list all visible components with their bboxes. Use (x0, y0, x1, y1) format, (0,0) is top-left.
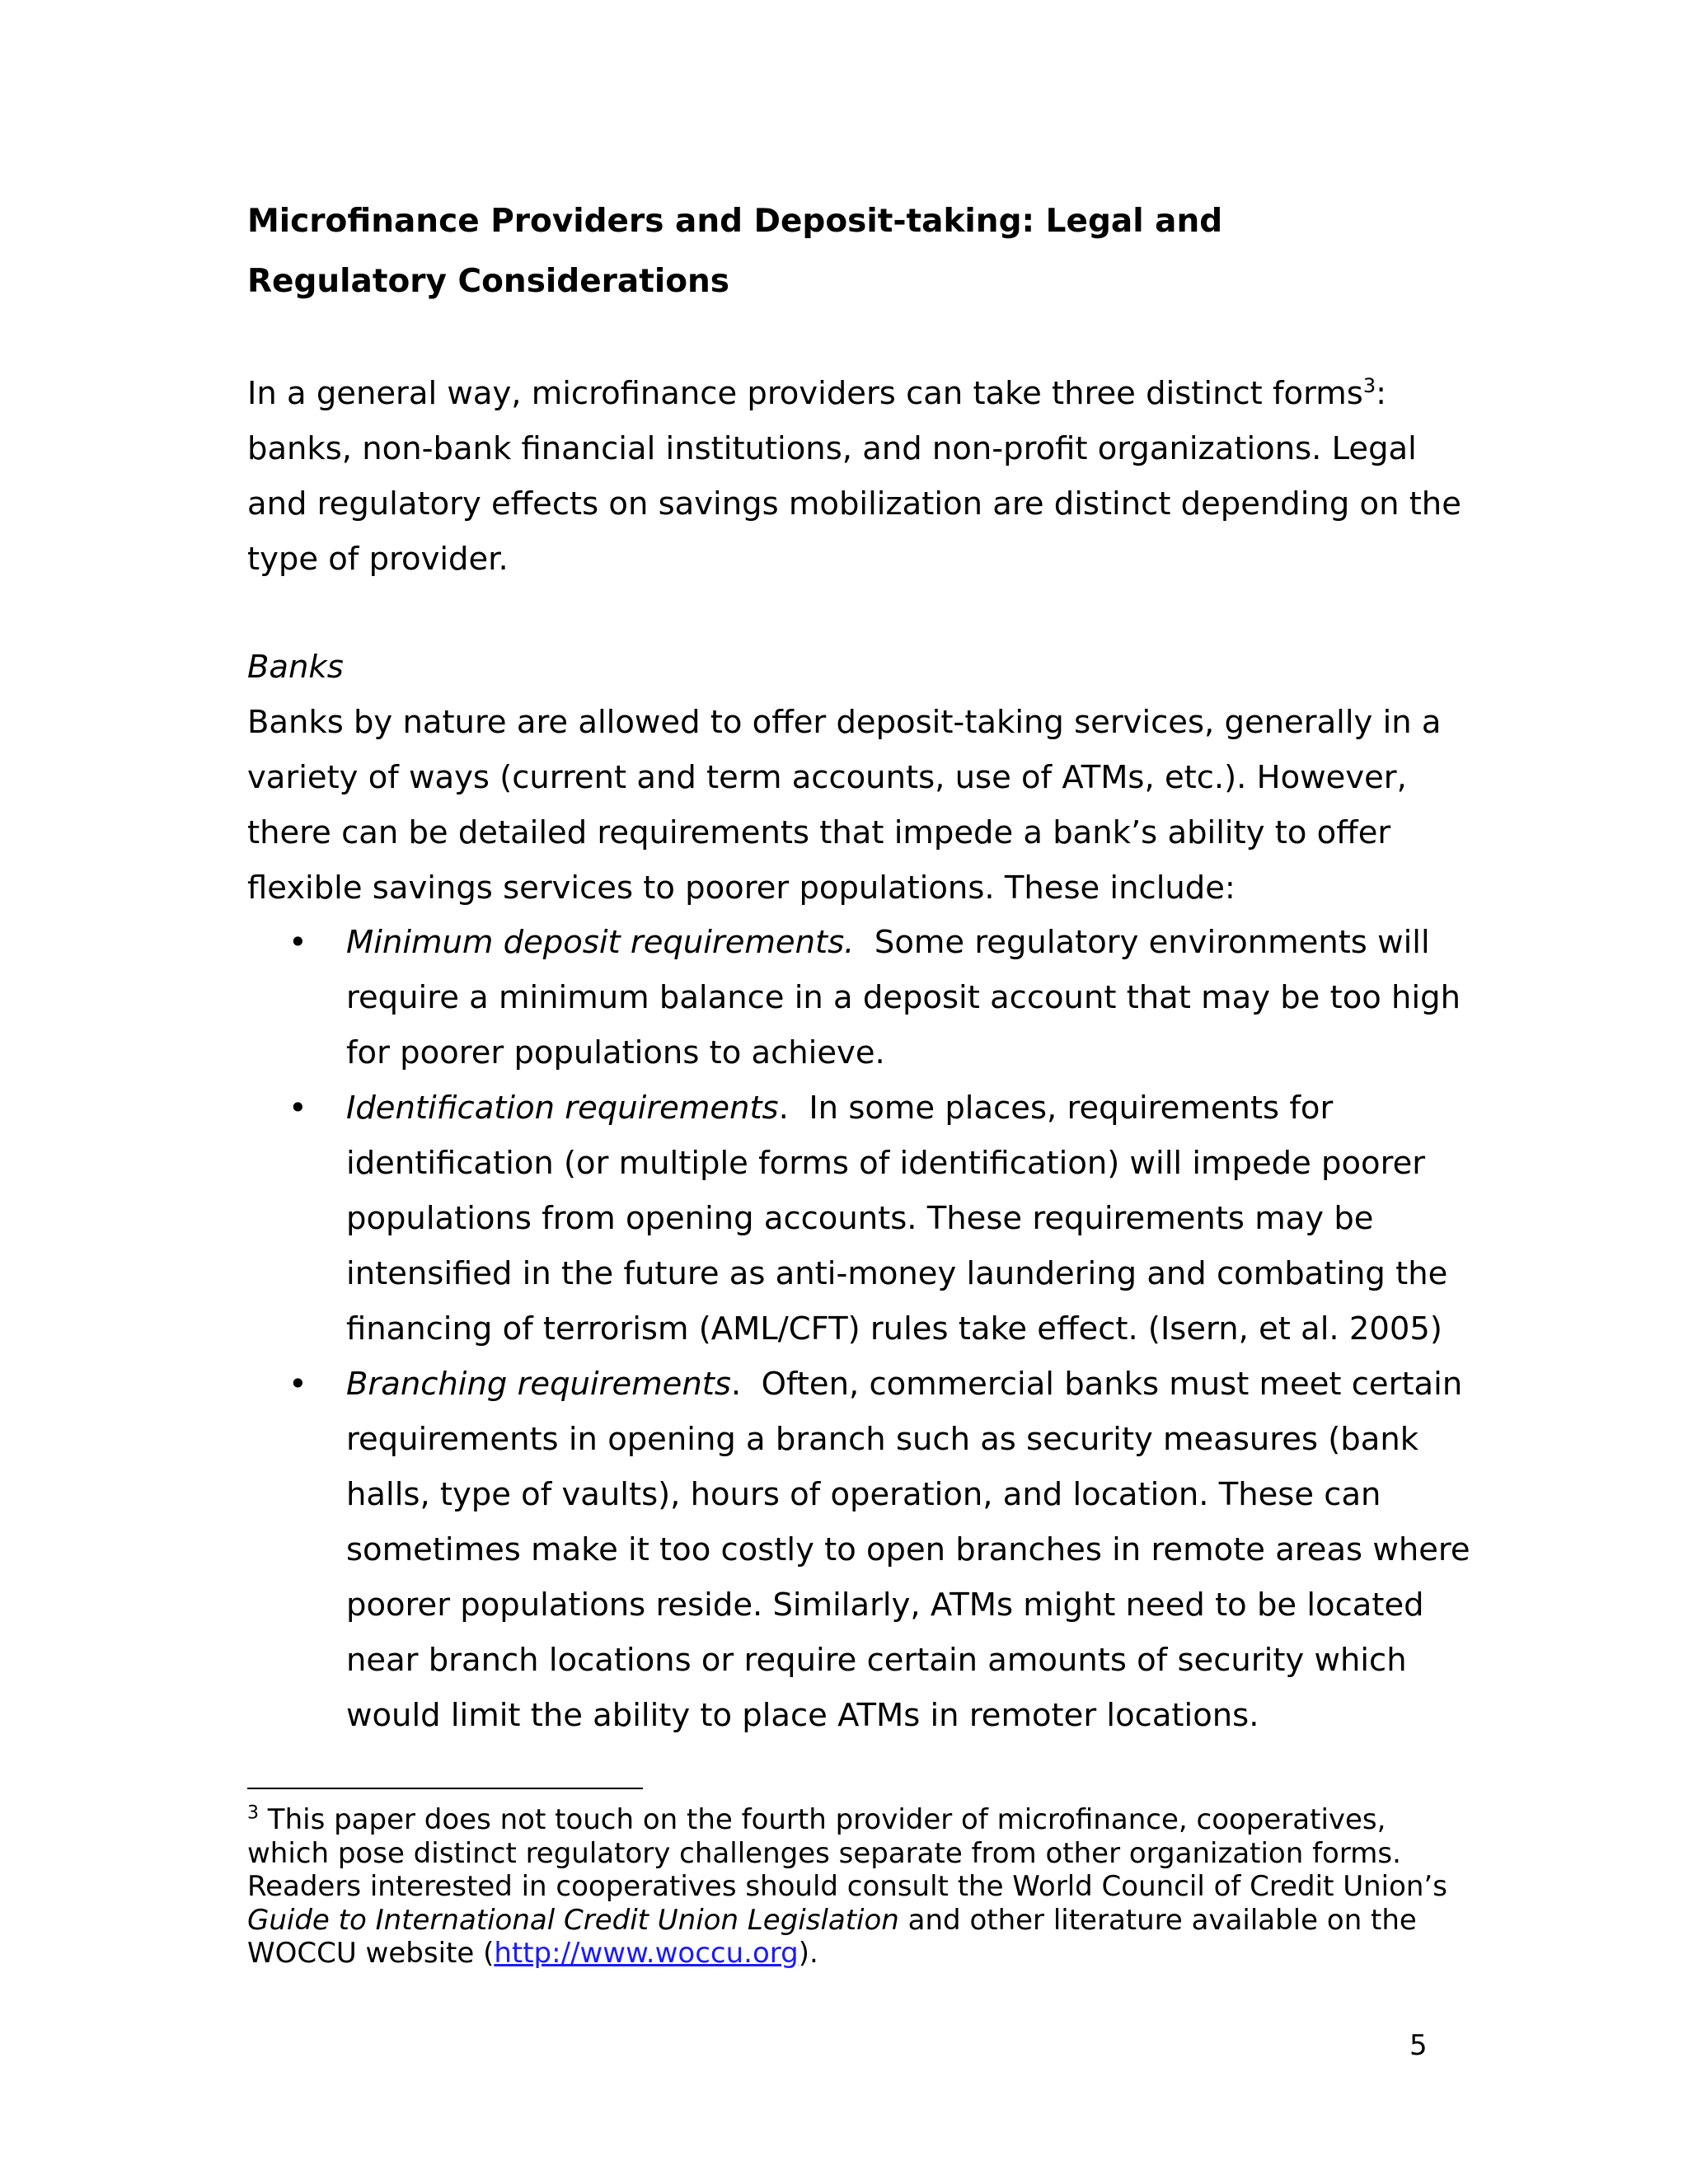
list-item-line: requirements in opening a branch such as security measures (bank (346, 1421, 1419, 1458)
footnote-line-4 (247, 1904, 1442, 1938)
list-item-first-line (346, 915, 1442, 970)
intro-line-1-text: In a general way, microfinance providers can take three distinct forms (247, 375, 1363, 412)
bullet-icon: • (288, 1366, 307, 1403)
list-item-first-rest: Some regulatory environments will (854, 924, 1430, 961)
list-item-first-rest: . In some places, requirements for (778, 1090, 1334, 1127)
footnote-divider (247, 1788, 643, 1789)
intro-line-1 (247, 366, 1442, 421)
page-title (247, 191, 1442, 312)
list-item-line: sometimes make it too costly to open branches in remote areas where (346, 1531, 1470, 1568)
footnote-marker: 3 (247, 1802, 259, 1824)
document-page (247, 0, 1470, 2184)
bullet-icon: • (288, 1090, 307, 1127)
footnote-line-4-rest: and other literature available on the (898, 1903, 1417, 1937)
list-item-first-rest: . Often, commercial banks must meet certain (730, 1366, 1463, 1403)
intro-line-1-end: : (1376, 375, 1387, 412)
intro-paragraph (247, 366, 1461, 587)
title-line-1: Microfinance Providers and Deposit-taking: Legal and (247, 203, 1223, 240)
list-item-line: populations from opening accounts. These requirements may be (346, 1200, 1374, 1237)
list-item-minimum-deposit (247, 915, 1461, 1080)
intro-line-3: and regulatory effects on savings mobilization are distinct depending on the (247, 485, 1461, 523)
woccu-link[interactable]: http://www.woccu.org (494, 1937, 799, 1970)
bullet-icon: • (288, 924, 307, 961)
banks-line-4: flexible savings services to poorer populations. These include: (247, 869, 1236, 907)
list-item-lead: Branching requirements (346, 1366, 731, 1403)
footnote-line-5-start: WOCCU website ( (247, 1937, 495, 1970)
intro-line-2: banks, non-bank financial institutions, and non-profit organizations. Legal (247, 430, 1417, 467)
list-item-line: poorer populations reside. Similarly, ATMs might need to be located (346, 1586, 1424, 1624)
footnote-reference[interactable]: 3 (1362, 374, 1376, 398)
list-item-lead: Minimum deposit requirements. (346, 924, 855, 961)
requirements-list (247, 915, 1470, 1743)
list-item-first-line (346, 1080, 1442, 1136)
footnote-line-1-text: This paper does not touch on the fourth provider of microfinance, cooperatives, (259, 1803, 1386, 1836)
banks-paragraph (247, 695, 1442, 916)
footnote-line-1 (247, 1803, 1442, 1837)
list-item-branching (247, 1357, 1470, 1743)
footnote-line-5 (247, 1937, 1442, 1971)
page-number: 5 (1409, 2029, 1428, 2062)
footnote-book-title: Guide to International Credit Union Legislation (247, 1903, 899, 1937)
list-item-line: intensified in the future as anti-money laundering and combating the (346, 1255, 1448, 1292)
section-heading-banks: Banks (247, 649, 344, 686)
banks-line-2: variety of ways (current and term accounts, use of ATMs, etc.). However, (247, 759, 1407, 796)
list-item-lead: Identification requirements (346, 1090, 779, 1127)
footnote-line-2: which pose distinct regulatory challenges separate from other organization forms. (247, 1836, 1401, 1870)
title-line-2: Regulatory Considerations (247, 263, 729, 300)
footnote (247, 1802, 1447, 1971)
list-item-line: identification (or multiple forms of identification) will impede poorer (346, 1145, 1426, 1182)
list-item-identification (247, 1080, 1448, 1357)
banks-line-3: there can be detailed requirements that impede a bank’s ability to offer (247, 814, 1391, 851)
list-item-line: near branch locations or require certain amounts of security which (346, 1642, 1407, 1679)
list-item-line: halls, type of vaults), hours of operation, and location. These can (346, 1476, 1381, 1513)
intro-line-4: type of provider. (247, 541, 509, 578)
list-item-line: for poorer populations to achieve. (346, 1034, 885, 1071)
list-item-line: would limit the ability to place ATMs in remoter locations. (346, 1697, 1259, 1734)
footnote-line-3: Readers interested in cooperatives should consult the World Council of Credit Union’s (247, 1870, 1447, 1903)
banks-line-1: Banks by nature are allowed to offer deposit-taking services, generally in a (247, 704, 1442, 741)
footnote-line-5-end: ). (798, 1937, 818, 1970)
list-item-line: financing of terrorism (AML/CFT) rules take effect. (Isern, et al. 2005) (346, 1310, 1442, 1347)
list-item-line: require a minimum balance in a deposit account that may be too high (346, 979, 1461, 1016)
list-item-first-line (346, 1357, 1463, 1412)
